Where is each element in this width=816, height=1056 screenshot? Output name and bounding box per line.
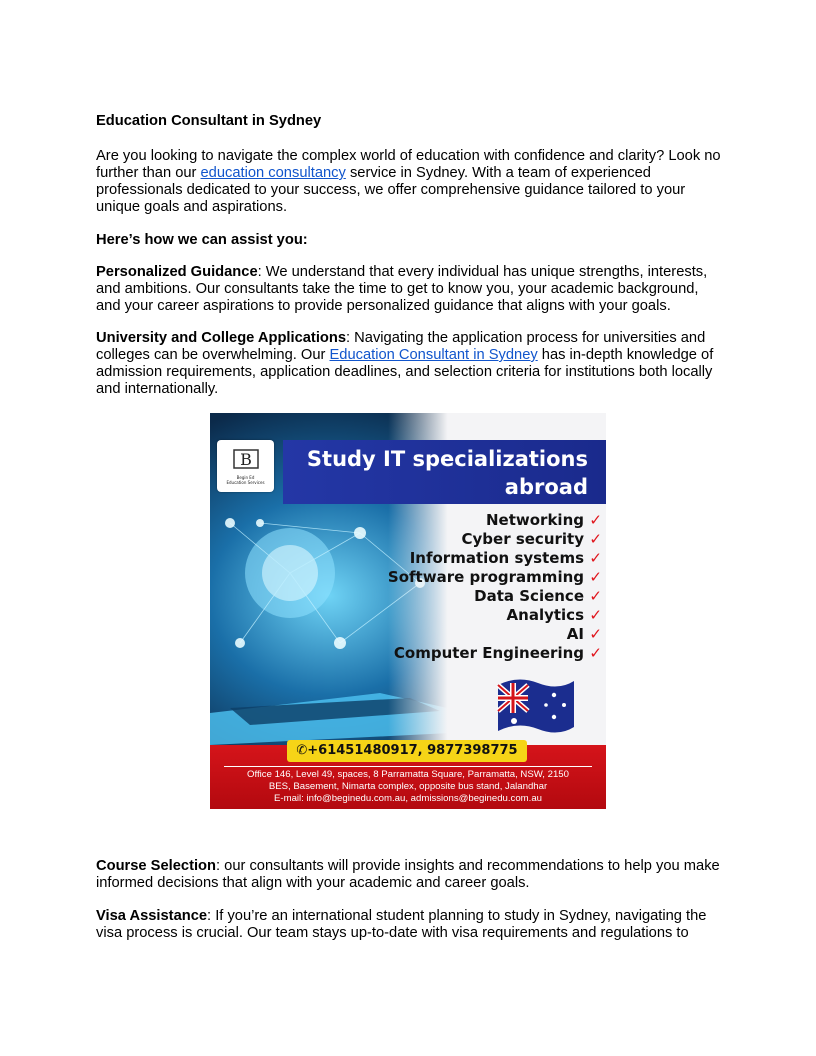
address-line: Office 146, Level 49, spaces, 8 Parramatta Square, Parramatta, NSW, 2150 xyxy=(247,769,569,780)
section-title: Course Selection xyxy=(96,858,216,874)
email-line: E-mail: info@beginedu.com.au, admissions@beginedu.com.au xyxy=(274,793,542,804)
banner-title-line1: Study IT specializations xyxy=(306,447,588,471)
section-text: : our consultants will provide insights and recommendations to help you make informed decisions that align with your academic and career goals. xyxy=(96,858,720,891)
check-icon: ✓ xyxy=(589,530,602,548)
section-text-end: has in-depth knowledge of admission requirements, application deadlines, and selection criteria for institutions both locally and internationally. xyxy=(96,347,714,397)
intro-paragraph xyxy=(96,148,726,216)
check-icon: ✓ xyxy=(589,587,602,605)
logo-text xyxy=(217,475,274,485)
applications-paragraph xyxy=(96,330,726,398)
phone-numbers: ✆+61451480917, 9877398775 xyxy=(287,740,527,762)
intro-text-start: Are you looking to navigate the complex world of education with confidence and clarity? Look no further than our xyxy=(96,148,721,181)
specialization-item: Computer Engineering xyxy=(393,644,584,662)
section-title: Personalized Guidance xyxy=(96,264,258,280)
banner-title-line2: abroad xyxy=(504,475,588,499)
personalized-guidance-paragraph xyxy=(96,264,726,315)
specialization-item: Networking xyxy=(486,511,584,529)
assist-heading: Here’s how we can assist you: xyxy=(96,232,308,248)
study-it-banner-image xyxy=(210,413,606,809)
section-title: Visa Assistance xyxy=(96,908,208,924)
check-icon: ✓ xyxy=(589,625,602,643)
specialization-item: Software programming xyxy=(387,568,584,586)
logo-mark-icon xyxy=(231,444,261,474)
check-icon: ✓ xyxy=(589,549,602,567)
section-text-start: : Navigating the application process for universities and colleges can be overwhelming. Our xyxy=(96,330,706,363)
check-icon: ✓ xyxy=(589,606,602,624)
section-title: University and College Applications xyxy=(96,330,347,346)
section-text: : We understand that every individual has unique strengths, interests, and ambitions. Our consultants take the time to get to know you, your academic background, and your career aspirations to provide personalized guidance that aligns with your goals. xyxy=(96,264,708,314)
svg-text:B: B xyxy=(239,450,252,469)
intro-text-end: service in Sydney. With a team of experienced professionals dedicated to your success, we offer comprehensive guidance tailored to your unique goals and aspirations. xyxy=(96,165,686,215)
page-title: Education Consultant in Sydney xyxy=(96,113,322,129)
specialization-item: Information systems xyxy=(409,549,584,567)
check-icon: ✓ xyxy=(589,511,602,529)
logo-name: Begin Ed xyxy=(236,475,255,480)
specialization-item: Cyber security xyxy=(461,530,584,548)
specialization-item: AI xyxy=(566,625,584,643)
australia-flag-icon xyxy=(498,679,574,732)
contact-divider xyxy=(224,766,592,767)
education-consultant-sydney-link[interactable]: Education Consultant in Sydney xyxy=(329,347,538,363)
visa-assistance-paragraph xyxy=(96,908,726,942)
education-consultancy-link[interactable]: education consultancy xyxy=(200,165,346,181)
specialization-item: Analytics xyxy=(506,606,584,624)
course-selection-paragraph xyxy=(96,858,726,892)
logo-subtitle: Education Services xyxy=(226,480,265,485)
specialization-item: Data Science xyxy=(474,587,584,605)
section-text: : If you’re an international student planning to study in Sydney, navigating the visa process is crucial. Our team stays up-to-date with visa requirements and regulations to xyxy=(96,908,707,941)
address-line: BES, Basement, Nimarta complex, opposite bus stand, Jalandhar xyxy=(268,781,548,792)
company-logo xyxy=(217,440,274,492)
check-icon: ✓ xyxy=(589,568,602,586)
check-icon: ✓ xyxy=(589,644,602,662)
